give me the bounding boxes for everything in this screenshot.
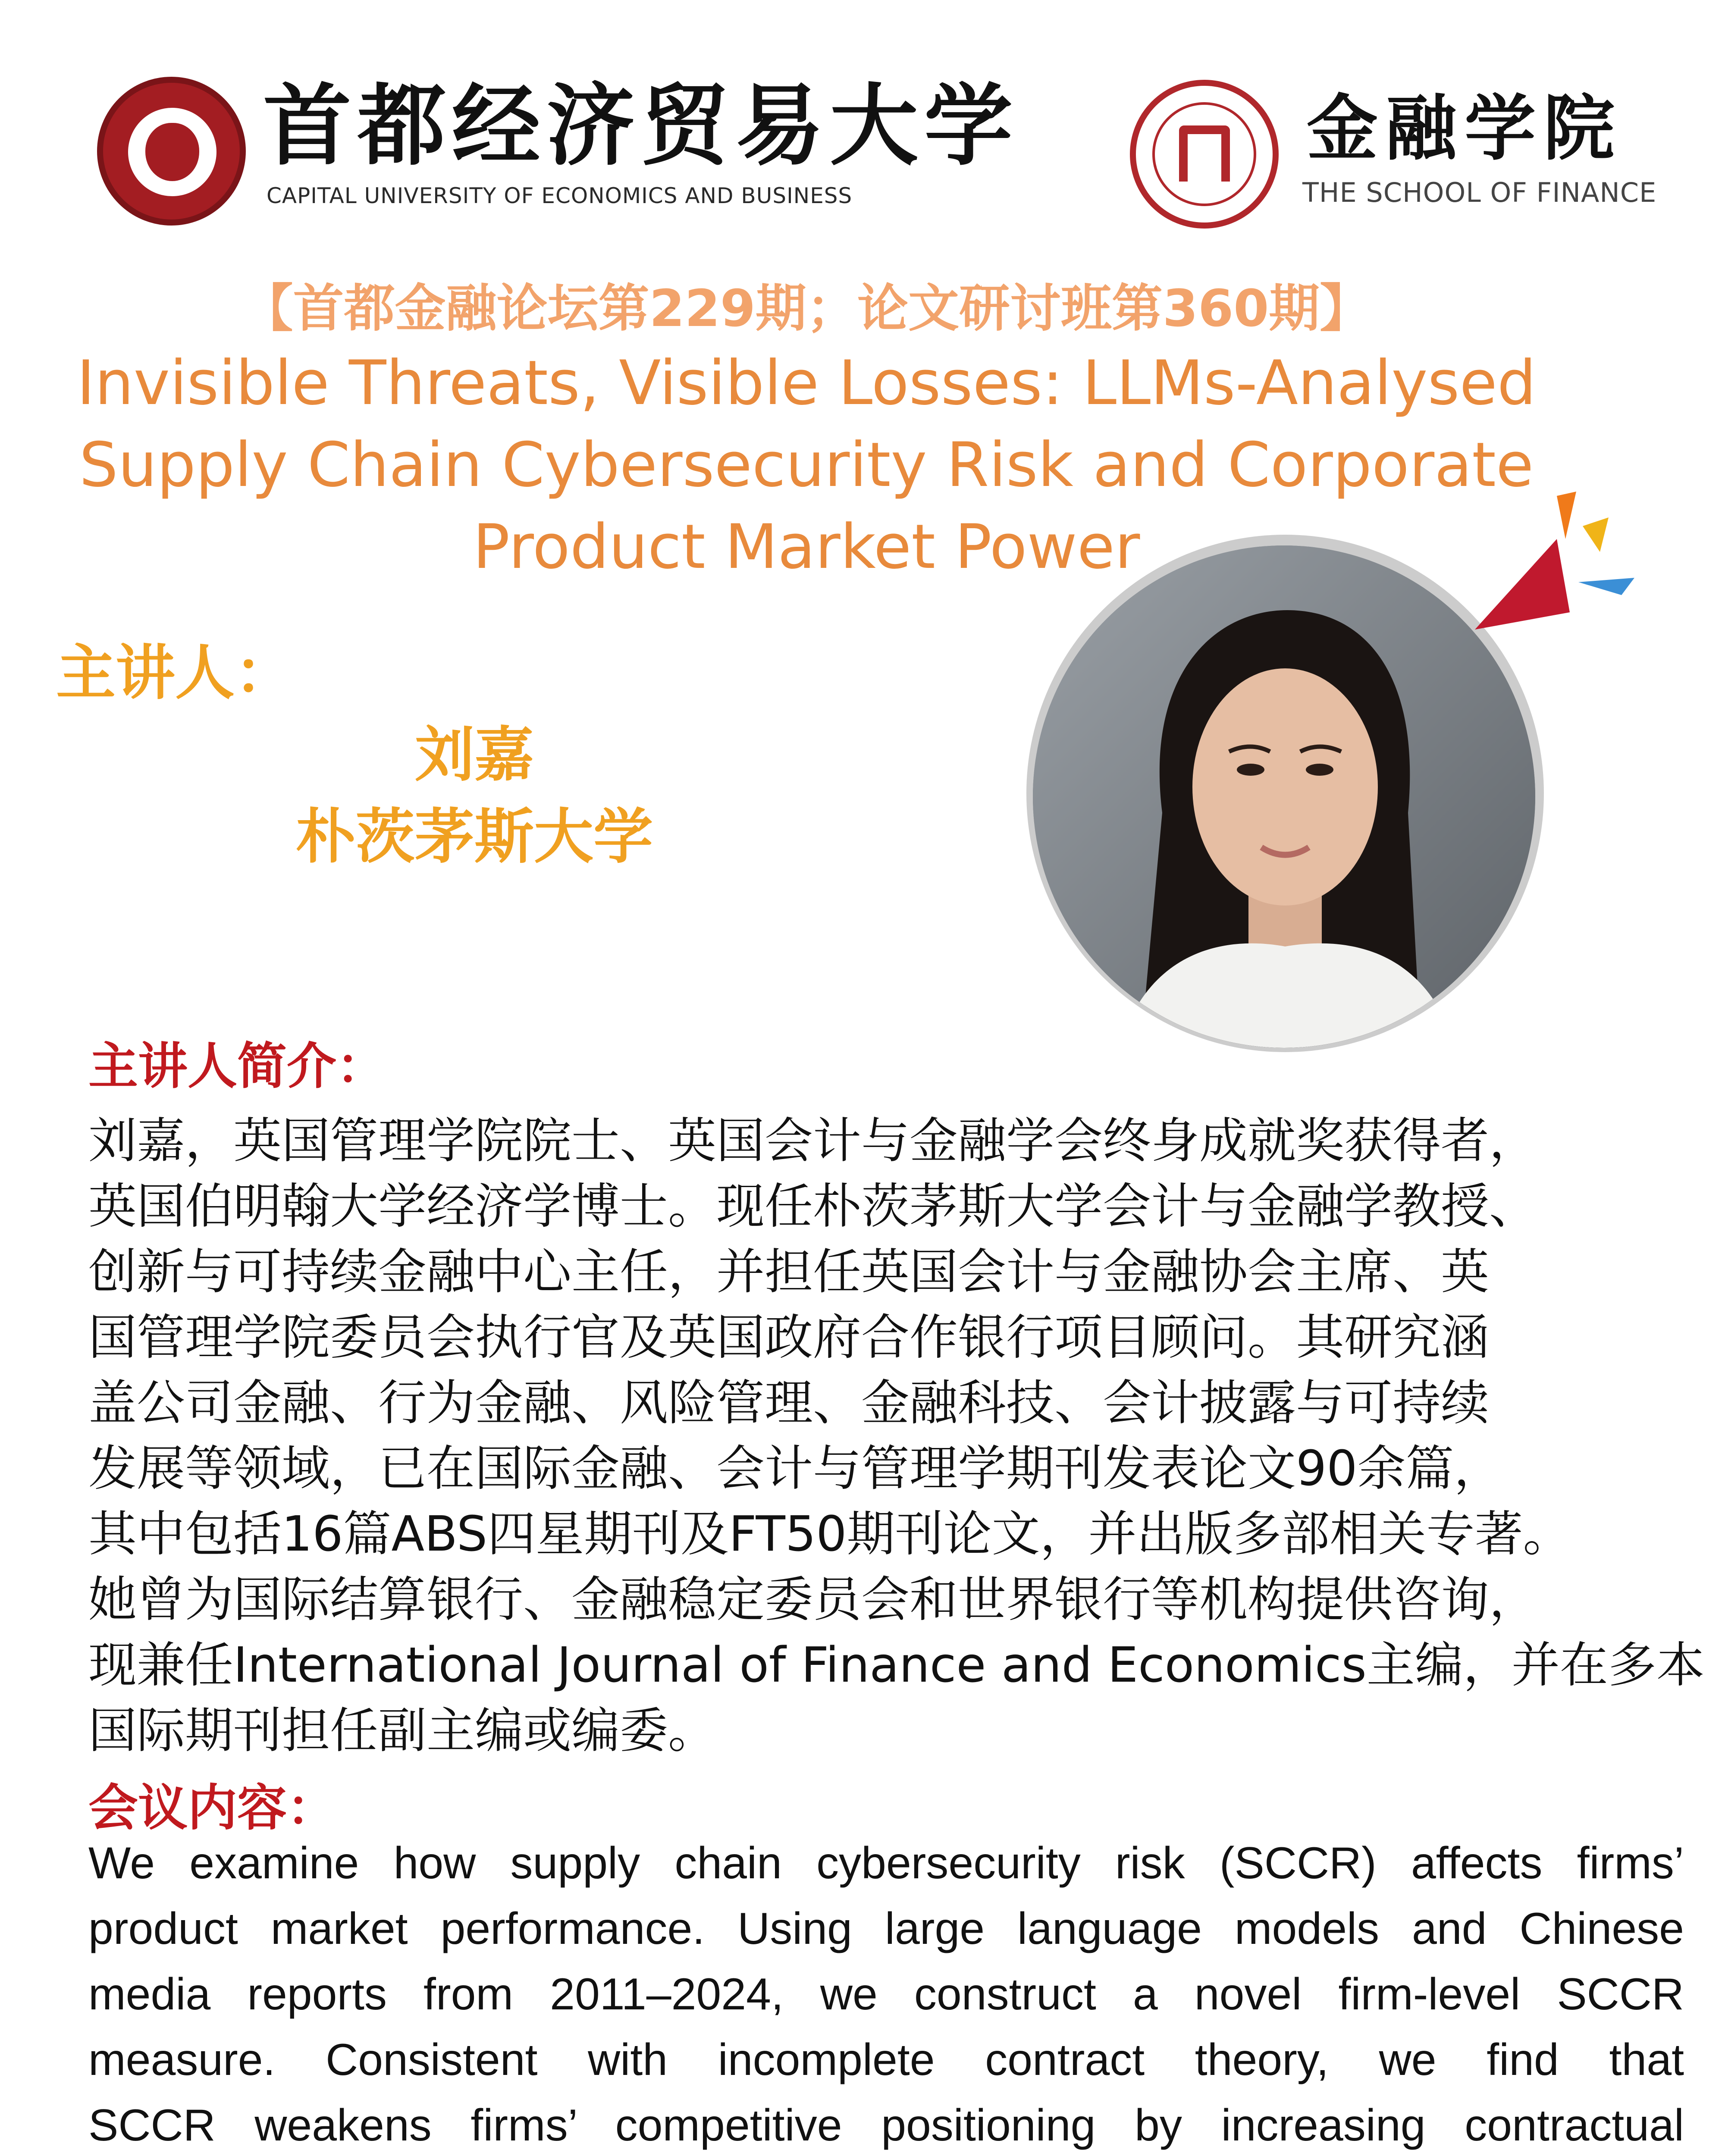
bio-label: 主讲人简介： — [88, 1037, 386, 1095]
bio-line: 她曾为国际结算银行、金融稳定委员会和世界银行等机构提供咨询， — [88, 1572, 1537, 1628]
university-name: 首都经济贸易大学 — [263, 74, 1019, 178]
bio-line: 现兼任International Journal of Finance and Economics主编，并在多本 — [88, 1637, 1705, 1693]
bio-line: 其中包括16篇ABS四星期刊及FT50期刊论文，并出版多部相关专著。 — [88, 1506, 1571, 1562]
talk-title-line-2: Supply Chain Cybersecurity Risk and Corporate — [79, 429, 1534, 501]
bio-line: 发展等领域，已在国际金融、会计与管理学期刊发表论文90余篇， — [88, 1441, 1502, 1497]
abstract-line: We examine how supply chain cybersecurity risk (SCCR) affects firms’ — [88, 1838, 1684, 1888]
speaker-name: 刘嘉 — [414, 720, 534, 790]
bio-line: 盖公司金融、行为金融、风险管理、金融科技、会计披露与可持续 — [88, 1375, 1489, 1431]
school-name-en: THE SCHOOL OF FINANCE — [1302, 177, 1657, 208]
talk-title-line-1: Invisible Threats, Visible Losses: LLMs-Analysed — [77, 348, 1536, 419]
speaker-affiliation: 朴茨茅斯大学 — [295, 802, 653, 871]
talk-abstract — [88, 1830, 1684, 2156]
abstract-line: measure. Consistent with incomplete contract theory, we find that — [88, 2035, 1684, 2085]
forum-issue-line: 【首都金融论坛第229期；论文研讨班第360期】 — [242, 279, 1371, 338]
bio-line: 创新与可持续金融中心主任，并担任英国会计与金融协会主席、英 — [88, 1244, 1489, 1300]
speaker-bio — [88, 1108, 1705, 1764]
university-name-en: CAPITAL UNIVERSITY OF ECONOMICS AND BUSINESS — [267, 183, 853, 208]
bio-line: 英国伯明翰大学经济学博士。现任朴茨茅斯大学会计与金融学教授、 — [88, 1178, 1537, 1235]
bio-line: 国际期刊担任副主编或编委。 — [88, 1703, 716, 1759]
abstract-line: media reports from 2011–2024, we construct a novel firm-level SCCR — [88, 1969, 1684, 2019]
bio-line: 国管理学院委员会执行官及英国政府合作银行项目顾问。其研究涵 — [88, 1310, 1489, 1366]
abstract-line: product market performance. Using large language models and Chinese — [88, 1904, 1684, 1954]
speaker-label: 主讲人： — [56, 638, 295, 708]
university-seal-logo — [97, 77, 246, 226]
abstract-line: SCCR weakens firms’ competitive positioning by increasing contractual — [88, 2100, 1684, 2150]
speaker-portrait-icon — [1033, 545, 1535, 1048]
talk-title-line-3: Product Market Power — [473, 511, 1140, 583]
speaker-photo — [1033, 545, 1535, 1048]
school-seal-logo — [1130, 80, 1279, 229]
bio-line: 刘嘉，英国管理学院院士、英国会计与金融学会终身成就奖获得者， — [88, 1113, 1537, 1169]
decorative-accent-shapes — [1471, 483, 1634, 647]
abstract-label: 会议内容： — [88, 1779, 337, 1837]
school-name: 金融学院 — [1307, 86, 1622, 170]
